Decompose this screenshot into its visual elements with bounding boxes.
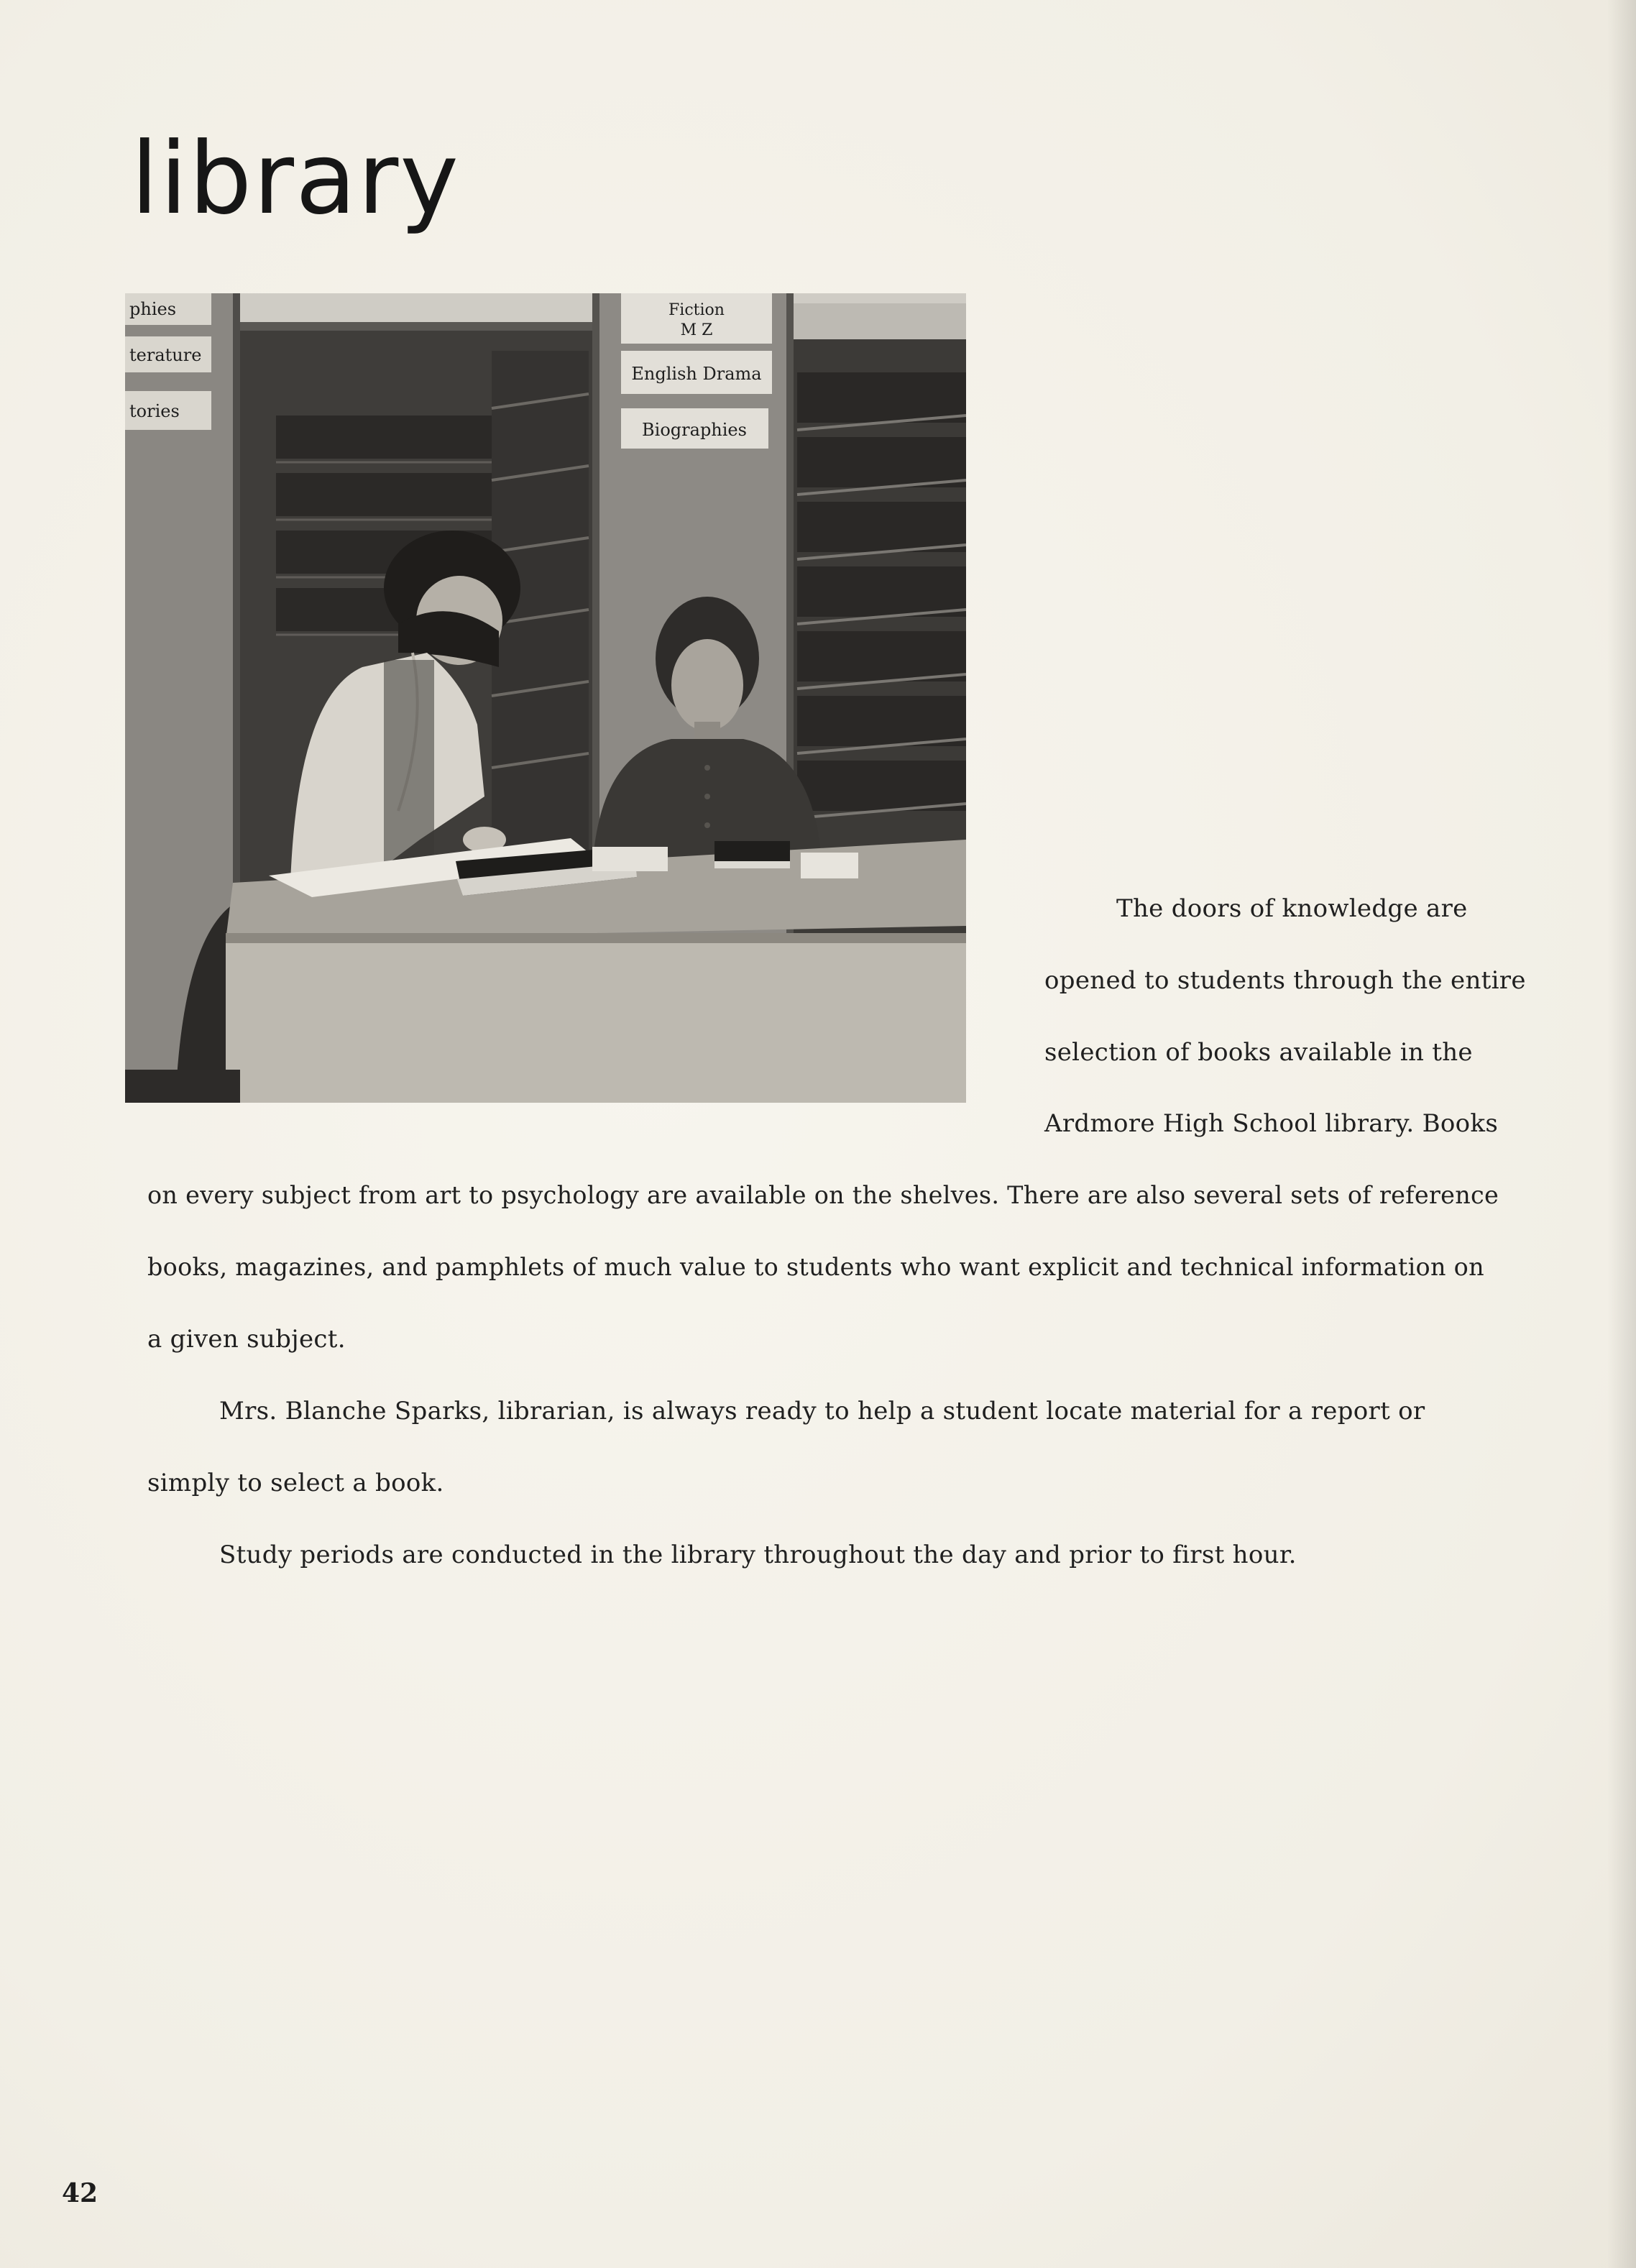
sign-fiction: Fiction [668, 301, 725, 319]
article-line-1: The doors of knowledge are [1116, 894, 1468, 923]
article-line-7: a given subject. [147, 1325, 346, 1354]
page-title: library [131, 121, 460, 237]
article-line-4: Ardmore High School library. Books [1044, 1109, 1499, 1138]
article-line-2: opened to students through the entire [1044, 966, 1526, 995]
article-line-6: books, magazines, and pamphlets of much value to students who want explicit and technical information on [147, 1253, 1484, 1281]
sign-left-2: terature [129, 345, 202, 365]
article-line-8: Mrs. Blanche Sparks, librarian, is always ready to help a student locate material for a report or [219, 1397, 1425, 1425]
page-number: 42 [62, 2178, 98, 2208]
sign-biographies: Biographies [642, 420, 747, 440]
page-edge-shadow [1607, 0, 1636, 2268]
sign-fiction-range: M Z [680, 321, 713, 339]
article-line-10: Study periods are conducted in the library throughout the day and prior to first hour. [219, 1541, 1297, 1569]
sign-left-3: tories [129, 401, 180, 421]
article-line-5: on every subject from art to psychology are available on the shelves. There are also several sets of reference [147, 1181, 1499, 1209]
library-photo [125, 293, 966, 1103]
article-line-9: simply to select a book. [147, 1469, 444, 1497]
article-line-3: selection of books available in the [1044, 1038, 1473, 1067]
sign-english-drama: English Drama [631, 364, 762, 384]
sign-left-1: phies [129, 299, 177, 319]
